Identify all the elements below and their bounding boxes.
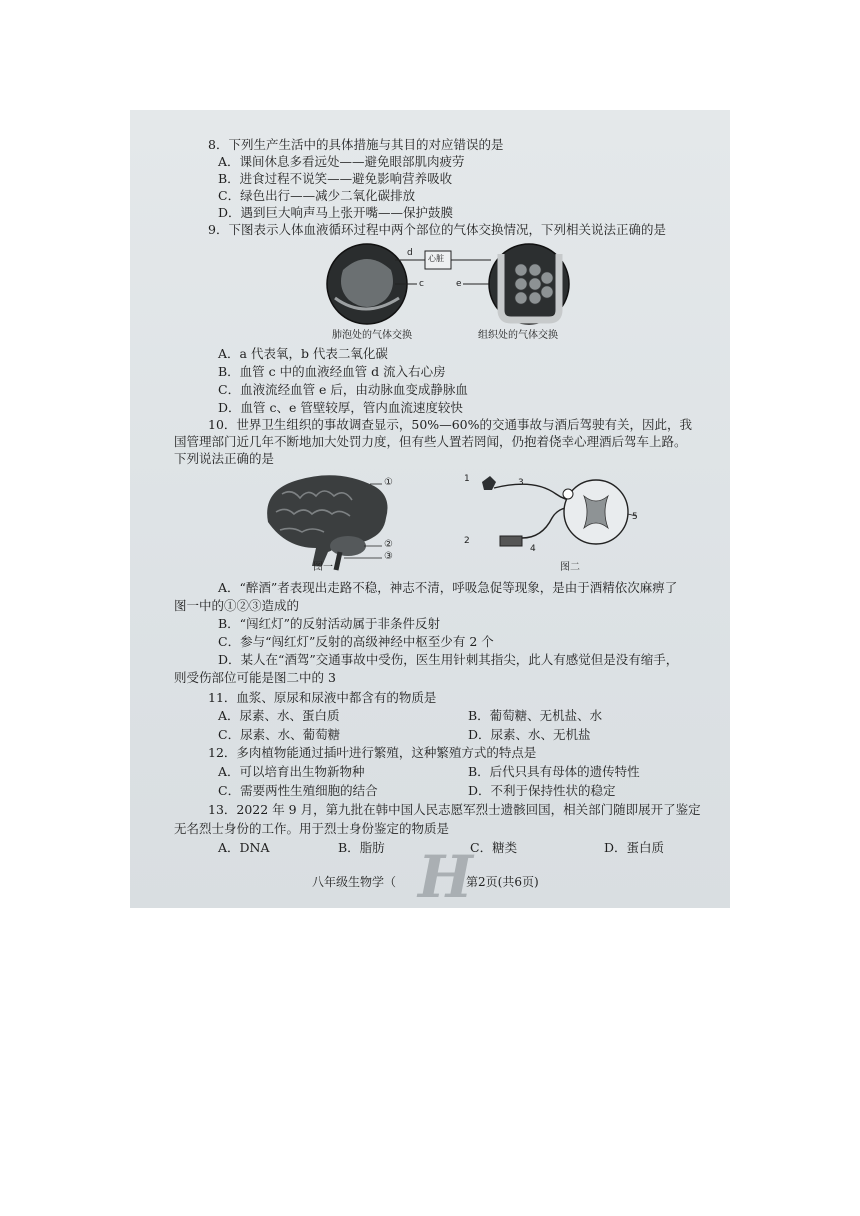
caption-alveolus: 肺泡处的气体交换 [332,330,412,341]
q11-option-b: B．葡萄糖、无机盐、水 [468,708,603,723]
q13-stem-line1: 13．2022 年 9 月，第九批在韩中国人民志愿军烈士遗骸回国，相关部门随即展开了鉴定 [208,802,701,817]
q10-stem-line3: 下列说法正确的是 [174,451,275,466]
brain-figure [260,472,400,572]
label-2: ② [384,539,393,550]
q10-option-a-line1: A．“醉酒”者表现出走路不稳，神志不清，呼吸急促等现象，是由于酒精依次麻痹了 [218,580,678,595]
heart-label: 心脏 [428,254,444,263]
q11-option-a: A．尿素、水、蛋白质 [218,708,340,723]
gas-exchange-diagram [325,240,585,340]
ganglion [563,489,573,499]
photographed-exam-page [130,110,730,908]
q8-stem: 8．下列生产生活中的具体措施与其目的对应错误的是 [208,137,504,152]
q13-option-a: A．DNA [218,840,270,855]
arc-label-3: 3 [518,478,524,488]
q8-option-d: D．遇到巨大响声马上张开嘴——保护鼓膜 [218,205,454,220]
q13-option-c: C．糖类 [470,840,518,855]
q12-option-c: C．需要两性生殖细胞的结合 [218,783,378,798]
fig1-caption: 图一 [313,562,333,573]
q13-option-d: D．蛋白质 [604,840,665,855]
receptor [482,476,496,490]
q8-option-a: A．课间休息多看远处——避免眼部肌肉疲劳 [218,154,465,169]
q10-option-b: B．“闯红灯”的反射活动属于非条件反射 [218,616,440,631]
q9-option-a: A．a 代表氧，b 代表二氧化碳 [218,346,388,361]
q12-option-d: D．不利于保持性状的稳定 [468,783,616,798]
q13-option-b: B．脂肪 [338,840,385,855]
caption-tissue: 组织处的气体交换 [478,330,558,341]
cerebellum [330,536,366,556]
q8-option-c: C．绿色出行——减少二氧化碳排放 [218,188,416,203]
q8-option-b: B．进食过程不说笑——避免影响营养吸收 [218,171,453,186]
effector-muscle [500,536,522,546]
q10-option-d-line2: 则受伤部位可能是图二中的 3 [174,670,336,685]
publisher-logo: H [418,843,473,908]
cerebrum [267,475,387,566]
q9-option-b: B．血管 c 中的血液经血管 d 流入右心房 [218,364,446,379]
q9-option-d: D．血管 c、e 管壁较厚，管内血流速度较快 [218,400,463,415]
label-d: d [407,248,413,258]
q9-figure [325,240,585,340]
arc-label-4: 4 [530,544,536,554]
gray-matter [584,496,608,528]
label-1: ① [384,477,393,488]
q10-stem-line1: 10．世界卫生组织的事故调查显示，50%—60%的交通事故与酒后驾驶有关，因此，我 [208,417,692,432]
arc-label-5: 5 [632,512,638,522]
label-c: c [419,279,424,289]
arc-label-2: 2 [464,536,470,546]
q10-option-c: C．参与“闯红灯”反射的高级神经中枢至少有 2 个 [218,634,494,649]
q11-option-c: C．尿素、水、葡萄糖 [218,727,341,742]
q13-stem-line2: 无名烈士身份的工作。用于烈士身份鉴定的物质是 [174,821,450,836]
q12-stem: 12．多肉植物能通过插叶进行繁殖，这种繁殖方式的特点是 [208,745,537,760]
q12-option-b: B．后代只具有母体的遗传特性 [468,764,640,779]
q11-stem: 11．血浆、原尿和尿液中都含有的物质是 [208,690,437,705]
label-3: ③ [384,551,393,562]
q9-option-c: C．血液流经血管 e 后，由动脉血变成静脉血 [218,382,468,397]
fig2-caption: 图二 [560,562,580,573]
reflex-arc-figure [460,472,640,564]
footer-subject: 八年级生物学（ [312,875,397,889]
brain-drawing [260,472,400,572]
q12-option-a: A．可以培育出生物新物种 [218,764,365,779]
footer-page-number: 第2页(共6页) [466,875,539,889]
q10-stem-line2: 国管理部门近几年不断地加大处罚力度，但有些人置若罔闻，仍抱着侥幸心理酒后驾车上路。 [174,434,687,449]
label-e: e [456,279,462,289]
q9-stem: 9．下图表示人体血液循环过程中两个部位的气体交换情况，下列相关说法正确的是 [208,222,666,237]
brainstem [336,552,340,570]
q10-option-a-line2: 图一中的①②③造成的 [174,598,300,613]
q11-option-d: D．尿素、水、无机盐 [468,727,591,742]
reflex-arc-drawing [460,472,640,564]
q10-option-d-line1: D．某人在“酒驾”交通事故中受伤，医生用针刺其指尖，此人有感觉但是没有缩手， [218,652,679,667]
arc-label-1: 1 [464,474,470,484]
